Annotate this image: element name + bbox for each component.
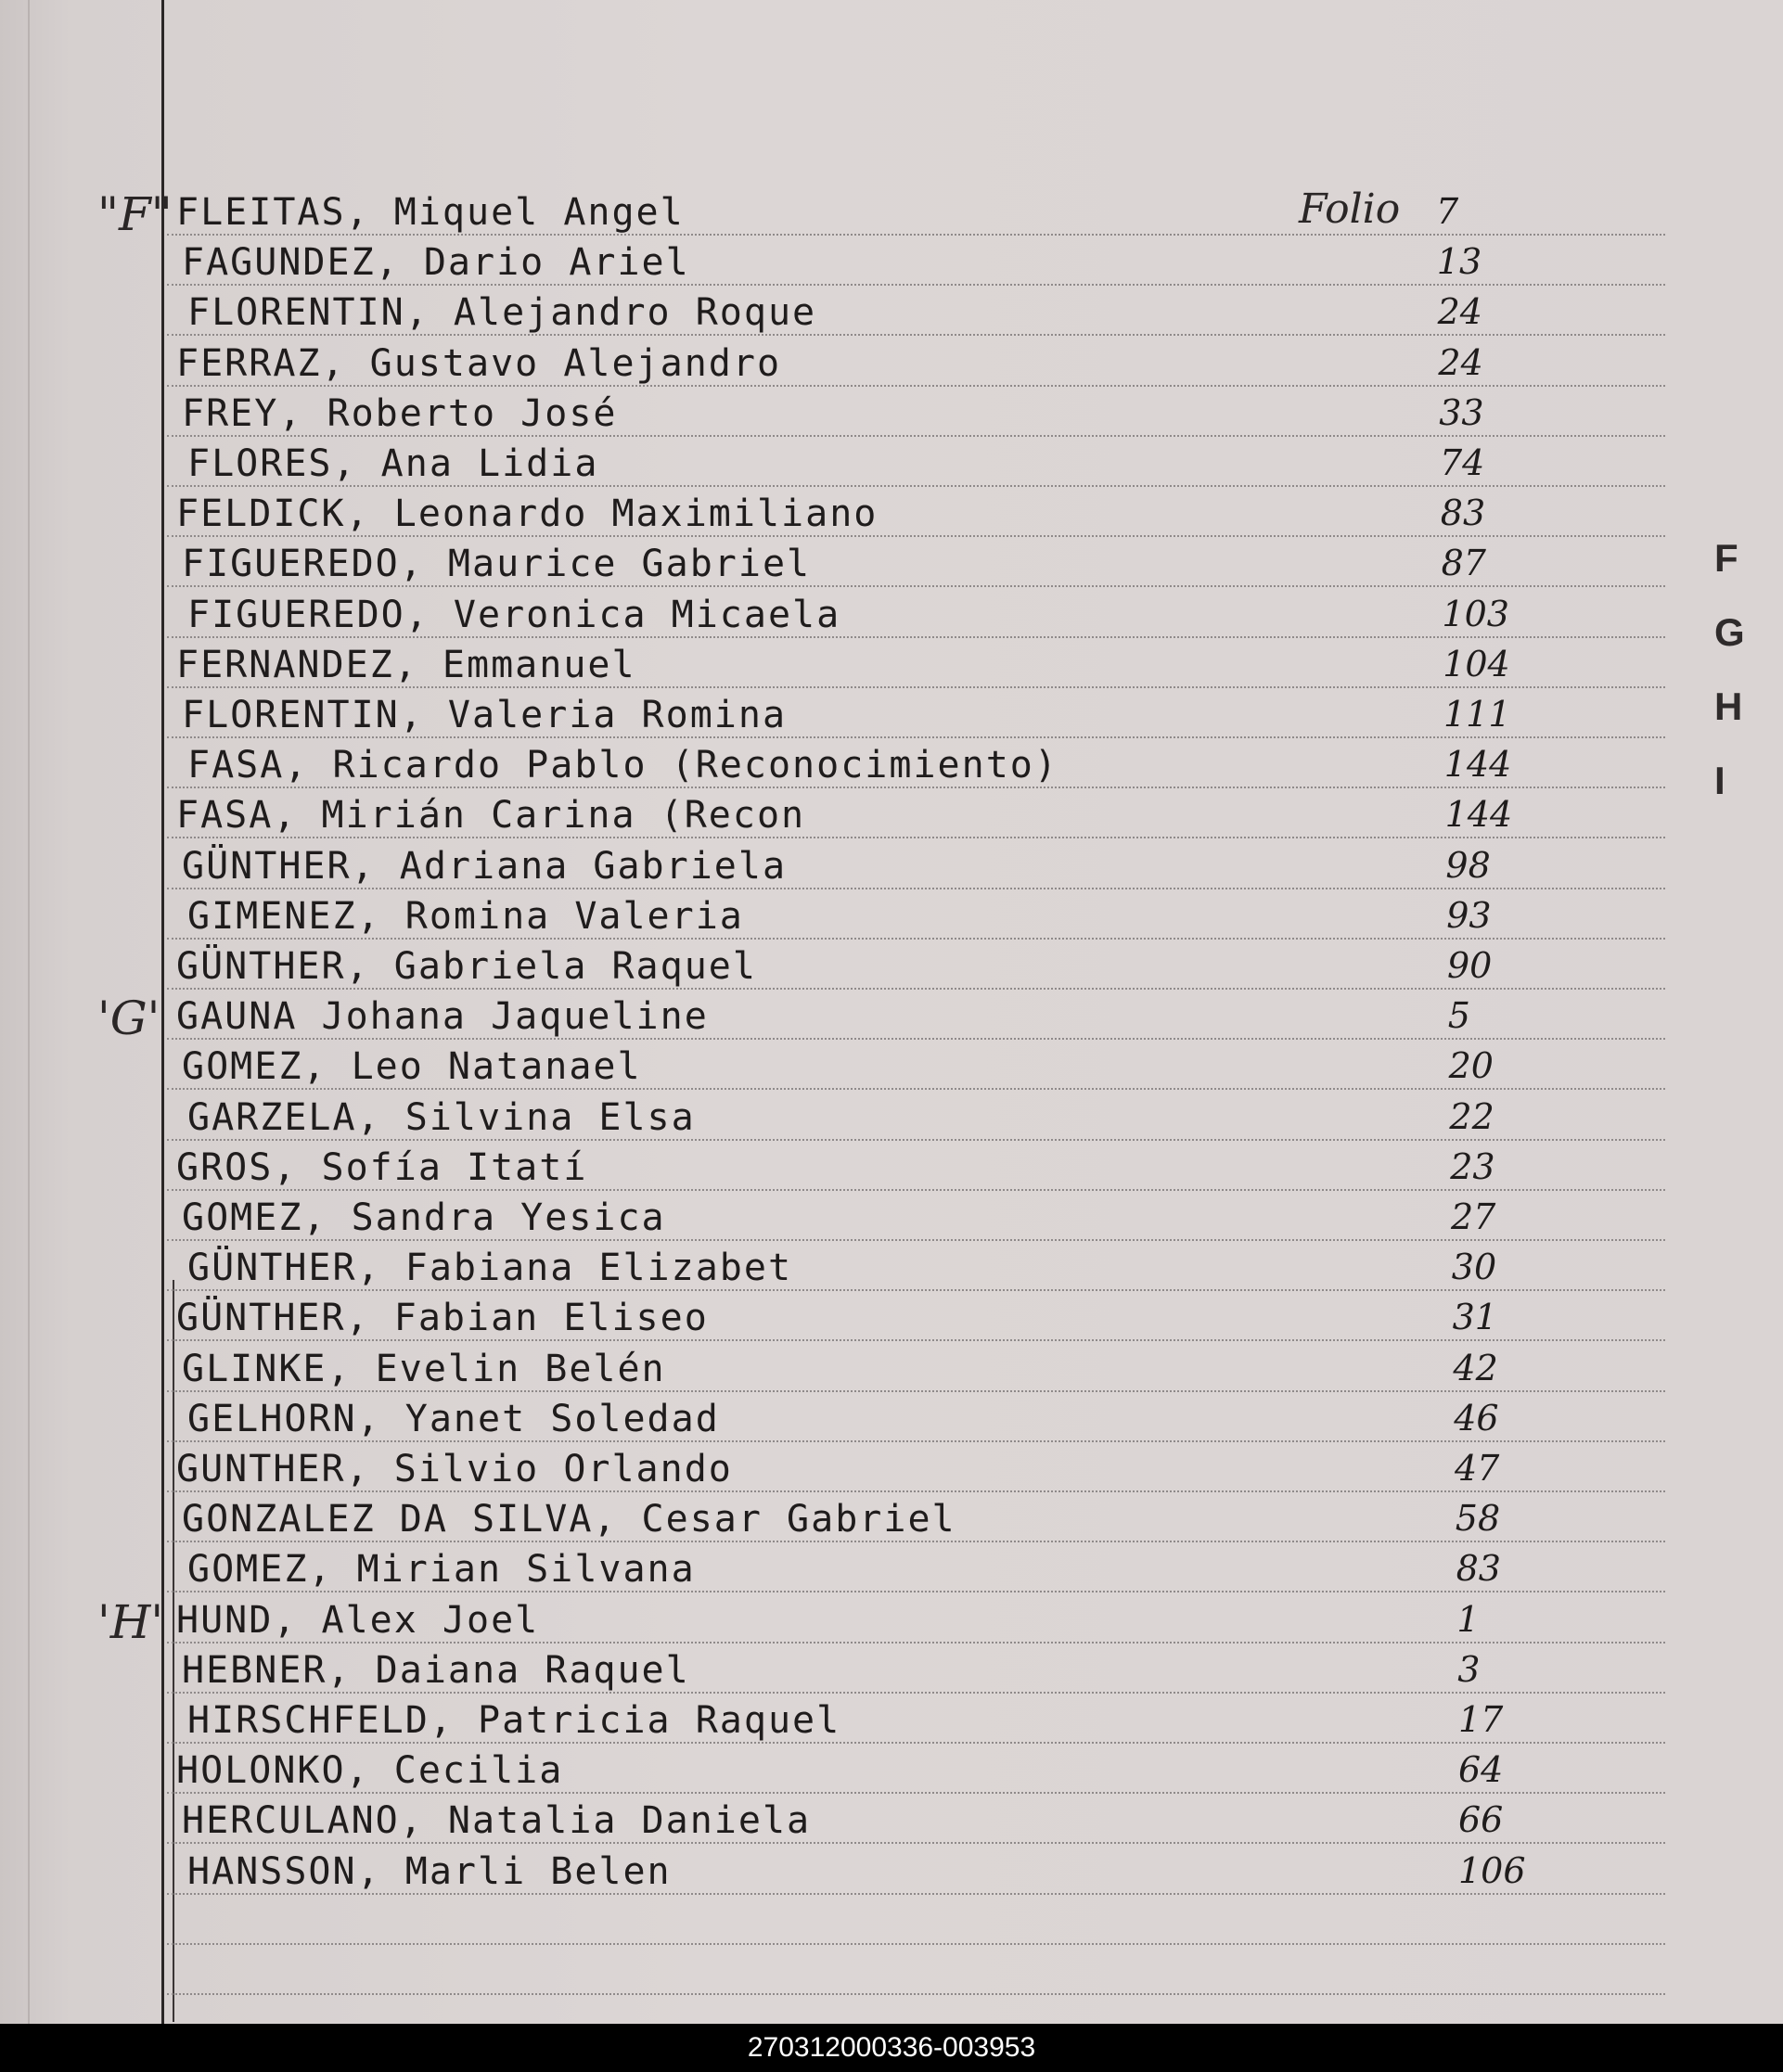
entry-folio: 98 (1445, 845, 1491, 886)
entry-name: GÜNTHER, Fabiana Elizabet (187, 1247, 793, 1289)
entry-folio: 31 (1452, 1297, 1497, 1337)
entry-folio: 47 (1455, 1448, 1500, 1489)
rule-line (167, 1088, 1665, 1090)
rule-line (167, 787, 1665, 788)
entry-folio: 64 (1458, 1749, 1504, 1790)
rule-line (167, 1440, 1665, 1442)
rule-line (167, 1692, 1665, 1694)
section-letter: "F" (97, 187, 173, 241)
entry-folio: 106 (1458, 1850, 1526, 1891)
rule-line (167, 837, 1665, 838)
entry-folio: 111 (1443, 694, 1511, 735)
entry-name: HIRSCHFELD, Patricia Raquel (187, 1699, 841, 1742)
entry-folio: 23 (1450, 1146, 1495, 1187)
entry-folio: 5 (1447, 995, 1470, 1036)
tab-letter-h: H (1714, 684, 1743, 728)
document-id-footer: 270312000336-003953 (0, 2024, 1783, 2072)
entry-name: FASA, Mirián Carina (Recon (176, 794, 806, 837)
entry-name: GUNTHER, Silvio Orlando (176, 1448, 733, 1490)
entry-name: GROS, Sofía Itatí (176, 1146, 588, 1189)
entry-folio: 33 (1439, 392, 1484, 433)
section-letter: 'H' (97, 1595, 164, 1649)
rule-line (167, 1893, 1665, 1895)
entry-folio: 27 (1451, 1196, 1496, 1237)
rule-line (167, 1993, 1665, 1995)
entry-folio: 13 (1436, 241, 1482, 282)
entry-folio: 30 (1451, 1247, 1497, 1287)
entry-name: FLEITAS, Miquel Angel (176, 191, 685, 234)
entry-name: GÜNTHER, Gabriela Raquel (176, 945, 757, 988)
tab-letter-f: F (1714, 536, 1738, 580)
rule-line (167, 1792, 1665, 1794)
entry-name: FELDICK, Leonardo Maximiliano (176, 492, 879, 535)
rule-line (167, 1490, 1665, 1492)
entry-name: FLORES, Ana Lidia (187, 442, 599, 485)
rule-line (167, 938, 1665, 940)
rule-line (167, 636, 1665, 638)
entry-name: GELHORN, Yanet Soledad (187, 1398, 720, 1440)
entry-name: FREY, Roberto José (182, 392, 618, 435)
entry-folio: 7 (1436, 191, 1459, 232)
entry-folio: 66 (1458, 1799, 1504, 1840)
entry-folio: 104 (1443, 644, 1510, 684)
rule-line (167, 1189, 1665, 1191)
entry-name: GLINKE, Evelin Belén (182, 1348, 666, 1390)
rule-line (167, 888, 1665, 889)
entry-name: GOMEZ, Leo Natanael (182, 1045, 642, 1088)
entry-folio: 144 (1444, 794, 1513, 835)
rule-line (167, 736, 1665, 738)
entry-name: GOMEZ, Mirian Silvana (187, 1548, 696, 1591)
rule-line (167, 1390, 1665, 1392)
entry-folio: 90 (1447, 945, 1493, 986)
rule-line (167, 585, 1665, 587)
rule-line (167, 1339, 1665, 1341)
rule-line (167, 1842, 1665, 1844)
entry-folio: 46 (1454, 1398, 1499, 1439)
entry-folio: 103 (1442, 594, 1509, 634)
entry-folio: 42 (1453, 1348, 1498, 1388)
entry-folio: 93 (1446, 895, 1492, 936)
margin-line (161, 0, 164, 2024)
entry-folio: 24 (1438, 342, 1483, 383)
rule-line (167, 435, 1665, 437)
rule-line (167, 1289, 1665, 1291)
entry-name: GOMEZ, Sandra Yesica (182, 1196, 666, 1239)
entry-folio: 22 (1449, 1096, 1494, 1137)
entry-name: GIMENEZ, Romina Valeria (187, 895, 744, 938)
entry-name: FASA, Ricardo Pablo (Reconocimiento) (187, 744, 1058, 787)
entry-name: FIGUEREDO, Maurice Gabriel (182, 543, 812, 585)
rule-line (167, 535, 1665, 537)
entry-name: HUND, Alex Joel (176, 1599, 540, 1642)
entry-folio: 58 (1455, 1498, 1501, 1539)
entry-folio: 83 (1440, 492, 1486, 533)
entry-name: GAUNA Johana Jaqueline (176, 995, 709, 1038)
page-edge (28, 0, 30, 2024)
entry-name: HEBNER, Daiana Raquel (182, 1649, 690, 1692)
rule-line (167, 1038, 1665, 1040)
tab-letter-i: I (1714, 759, 1725, 802)
entry-folio: 1 (1456, 1599, 1480, 1640)
tab-letter-g: G (1714, 610, 1745, 654)
rule-line (167, 385, 1665, 387)
rule-line (167, 1139, 1665, 1141)
entry-folio: 83 (1456, 1548, 1501, 1589)
entry-folio: 17 (1458, 1699, 1504, 1740)
entry-name: FLORENTIN, Alejandro Roque (187, 291, 817, 334)
entry-name: HANSSON, Marli Belen (187, 1850, 672, 1893)
rule-line (167, 1541, 1665, 1542)
section-letter: 'G' (97, 991, 160, 1045)
rule-line (167, 284, 1665, 286)
entry-name: FERNANDEZ, Emmanuel (176, 644, 636, 686)
rule-line (167, 1642, 1665, 1644)
entry-name: HERCULANO, Natalia Daniela (182, 1799, 812, 1842)
entry-name: FAGUNDEZ, Dario Ariel (182, 241, 690, 284)
rule-line (167, 1239, 1665, 1241)
entry-folio: 144 (1443, 744, 1512, 785)
entry-name: FERRAZ, Gustavo Alejandro (176, 342, 782, 385)
entry-name: GARZELA, Silvina Elsa (187, 1096, 696, 1139)
entry-name: GÜNTHER, Fabian Eliseo (176, 1297, 709, 1339)
rule-line (167, 686, 1665, 688)
entry-name: FIGUEREDO, Veronica Micaela (187, 594, 841, 636)
rule-line (167, 988, 1665, 990)
entry-folio: 87 (1441, 543, 1486, 583)
entry-name: FLORENTIN, Valeria Romina (182, 694, 788, 736)
entry-folio: 24 (1437, 291, 1482, 332)
entry-name: HOLONKO, Cecilia (176, 1749, 564, 1792)
rule-line (167, 485, 1665, 487)
rule-line (167, 1943, 1665, 1945)
rule-line (167, 334, 1665, 336)
entry-name: GÜNTHER, Adriana Gabriela (182, 845, 788, 888)
entry-folio: 3 (1457, 1649, 1481, 1690)
rule-line (167, 1742, 1665, 1744)
entry-folio: 20 (1448, 1045, 1494, 1086)
rule-line (167, 234, 1665, 236)
folio-header: Folio (1299, 185, 1401, 233)
rule-line (167, 1591, 1665, 1592)
entry-folio: 74 (1440, 442, 1485, 483)
entry-name: GONZALEZ DA SILVA, Cesar Gabriel (182, 1498, 956, 1541)
